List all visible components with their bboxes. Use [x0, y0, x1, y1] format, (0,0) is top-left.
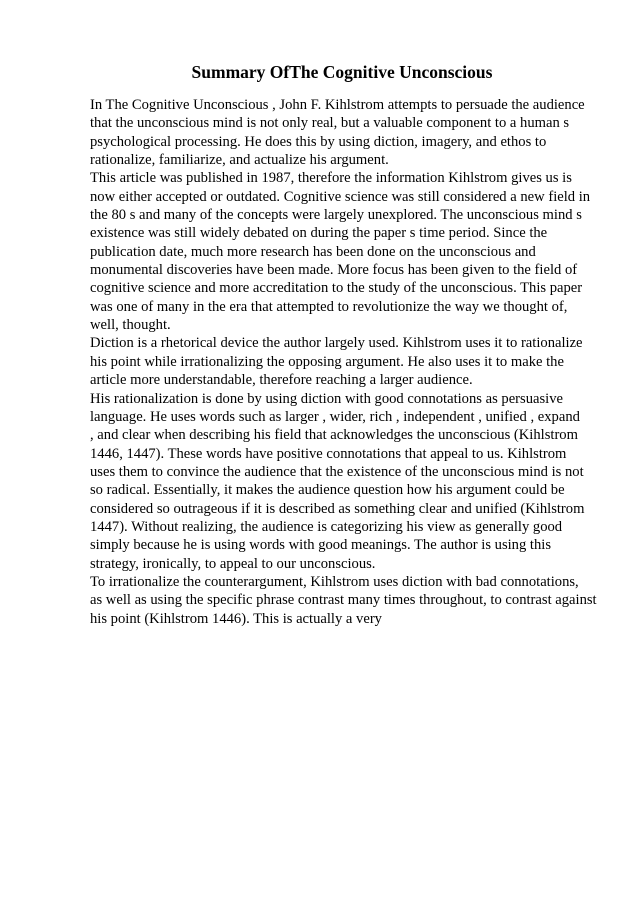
text-line: monumental discoveries have been made. More focus has been given to the field of	[90, 262, 578, 279]
text-line: well, thought.	[90, 317, 171, 334]
text-line: rationalize, familiarize, and actualize his argument.	[90, 152, 389, 169]
text-line: cognitive science and more accreditation to the study of the unconscious. This paper	[90, 280, 583, 297]
text-line: His rationalization is done by using diction with good connotations as persuasive	[90, 390, 564, 407]
text-line: was one of many in the era that attempted to revolutionize the way we thought of,	[90, 298, 568, 315]
text-line: strategy, ironically, to appeal to our unconscious.	[90, 555, 376, 572]
text-line: article more understandable, therefore reaching a larger audience.	[90, 372, 473, 389]
text-line: now either accepted or outdated. Cognitive science was still considered a new field in	[90, 188, 591, 205]
text-line: his point while irrationalizing the opposing argument. He also uses it to make the	[90, 353, 564, 370]
text-line: uses them to convince the audience that the existence of the unconscious mind is not	[90, 463, 584, 480]
text-line: , and clear when describing his field that acknowledges the unconscious (Kihlstrom	[90, 427, 578, 444]
text-line: simply because he is using words with good meanings. The author is using this	[90, 537, 552, 554]
document-title: Summary OfThe Cognitive Unconscious	[191, 62, 493, 82]
text-line: Diction is a rhetorical device the author largely used. Kihlstrom uses it to rationalize	[90, 335, 583, 352]
text-line: In The Cognitive Unconscious , John F. Kihlstrom attempts to persuade the audience	[90, 97, 585, 113]
text-line: the 80 s and many of the concepts were largely unexplored. The unconscious mind s	[90, 207, 582, 224]
text-line: as well as using the specific phrase contrast many times throughout, to contrast against	[90, 592, 597, 609]
text-line: existence was still widely debated on during the paper s time period. Since the	[90, 225, 548, 242]
text-line: This article was published in 1987, therefore the information Kihlstrom gives us is	[90, 170, 572, 187]
text-line: To irrationalize the counterargument, Kihlstrom uses diction with bad connotations,	[90, 573, 579, 590]
text-line: publication date, much more research has been done on the unconscious and	[90, 243, 536, 260]
text-line: 1447). Without realizing, the audience is categorizing his view as generally good	[90, 518, 563, 535]
text-line: that the unconscious mind is not only real, but a valuable component to a human s	[90, 115, 570, 132]
text-line: considered so outrageous if it is described as something clear and unified (Kihlstrom	[90, 500, 585, 517]
text-line: his point (Kihlstrom 1446). This is actually a very	[90, 610, 382, 627]
text-line: psychological processing. He does this by using diction, imagery, and ethos to	[90, 133, 547, 150]
text-line: so radical. Essentially, it makes the audience question how his argument could be	[90, 482, 565, 499]
text-line: 1446, 1447). These words have positive connotations that appeal to us. Kihlstrom	[90, 445, 567, 462]
text-line: language. He uses words such as larger , wider, rich , independent , unified , expand	[90, 408, 580, 425]
document-body	[90, 96, 635, 628]
